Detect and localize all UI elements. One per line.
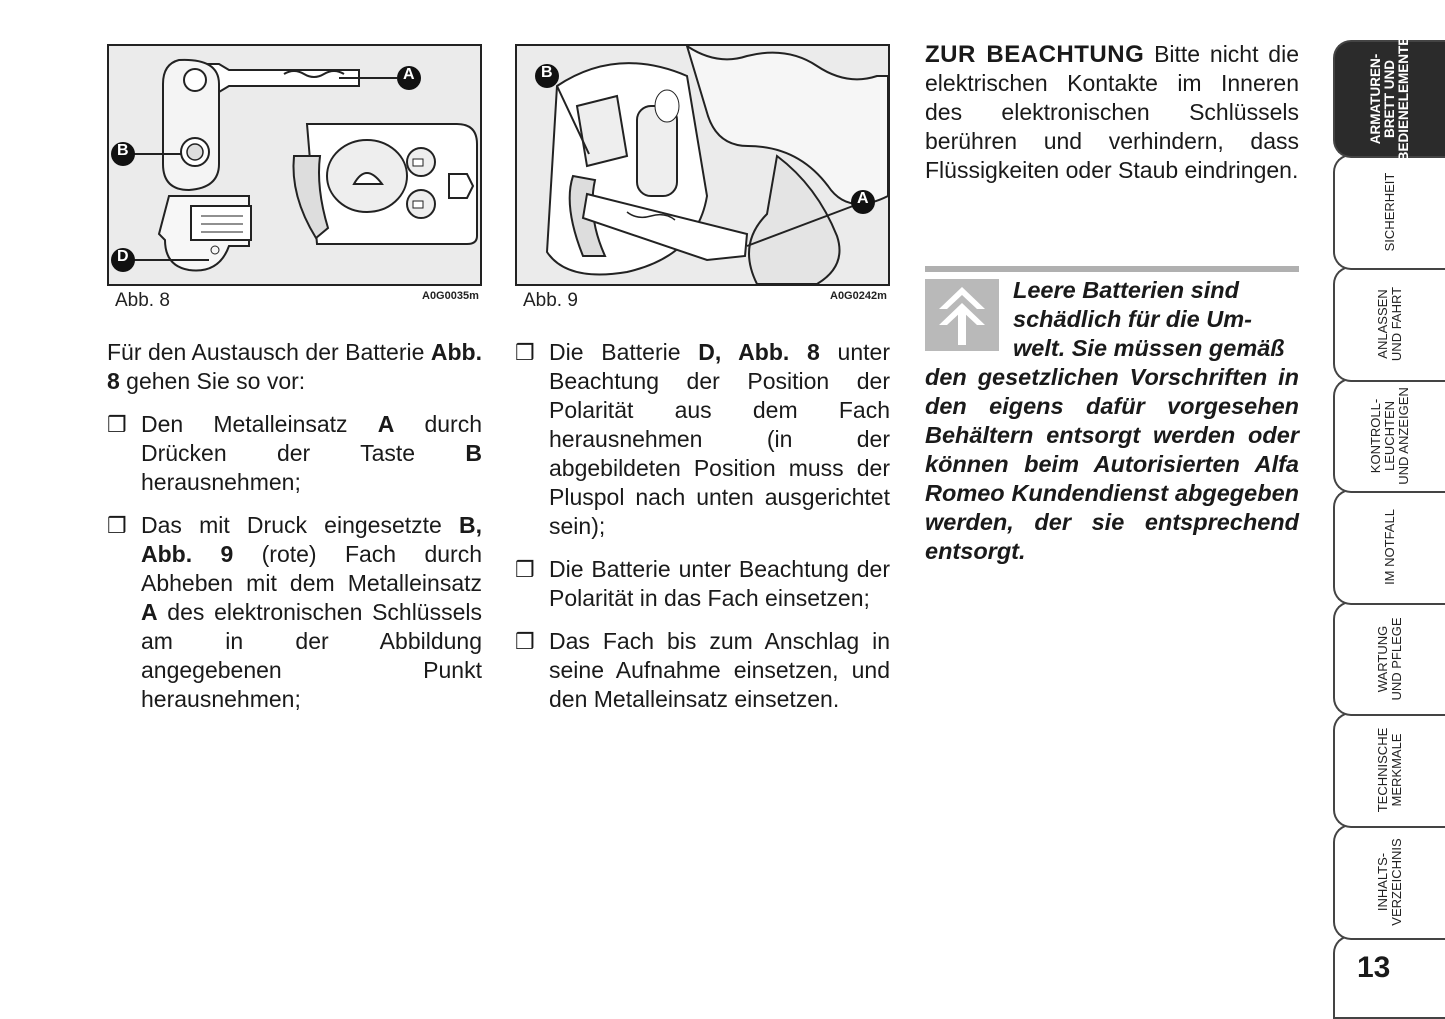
callout-a: A [403,66,415,83]
tab-label: SICHERHEIT [1382,172,1397,252]
note-paragraph [925,40,1299,185]
checkbox-bullet-icon: ❒ [515,629,535,654]
tab-7[interactable] [1333,712,1445,828]
tab-3[interactable] [1333,266,1445,382]
middle-column [515,324,890,714]
list-item: ❒ Den Metalleinsatz A durch Drücken der Taste B herausnehmen; [107,411,482,495]
list-item: ❒ Die Batterie unter Beachtung der Polarität in das Fach einsetzen; [515,556,890,611]
tab-label: TECHNISCHE MERKMALE [1375,727,1404,813]
callout-b: B [541,64,553,81]
left-column [107,338,482,714]
figure-code: A0G0035m [422,290,479,302]
warning-text: Leere Batterien sind schädlich für die Um- welt. Sie müssen gemäß den gesetzlichen Vorschriften in den eigens dafür vorgesehen Behältern entsorgt werden oder können beim Autorisierten Alfa Romeo Kundendienst abgegeben werden, der sie entsprechend entsorgt. [925,277,1299,564]
tab-4[interactable] [1333,378,1445,493]
tab-6[interactable] [1333,601,1445,716]
callout-d: D [117,248,129,265]
tab-label: KONTROLL- LEUCHTEN UND ANZEIGEN [1368,386,1411,485]
figure-caption: Abb. 9 [523,290,578,311]
note-heading: ZUR BEACHTUNG [925,41,1145,68]
checkbox-bullet-icon: ❒ [107,513,127,538]
list-item: ❒ Das Fach bis zum Anschlag in seine Aufnahme einsetzen, und den Metalleinsatz einsetzen. [515,628,890,712]
tab-label: IM NOTFALL [1382,509,1397,585]
tab-2[interactable] [1333,154,1445,270]
page-number: 13 [1357,951,1391,984]
figure-abb-8 [107,44,482,286]
list-item: ❒ Das mit Druck eingesetzte B, Abb. 9 (rote) Fach durch Abheben mit dem Metalleinsatz A des elektronischen Schlüssels am in der Abbildung angegebenen Punkt herausnehmen; [107,512,482,712]
tab-label: ANLASSEN UND FAHRT [1375,286,1404,362]
tab-label: INHALTS- VERZEICHNIS [1375,838,1404,926]
note-text: Bitte nicht die elektrischen Kontakte im Inneren des elektronischen Schlüssels berühren und verhindern, dass Flüssigkeiten oder Staub eindringen. [925,41,1299,183]
checkbox-bullet-icon: ❒ [515,557,535,582]
callout-b: B [117,142,129,159]
tab-label: ARMATUREN- BRETT UND BEDIENELEMENTE [1368,36,1411,162]
figure-code: A0G0242m [830,290,887,302]
callout-a: A [857,190,869,207]
figure-caption: Abb. 8 [115,290,170,311]
checkbox-bullet-icon: ❒ [107,412,127,437]
checkbox-bullet-icon: ❒ [515,340,535,365]
tab-1[interactable] [1333,36,1445,162]
page-number-box [1333,935,1445,1019]
list-item: ❒ Die Batterie D, Abb. 8 unter Beachtung der Position der Polarität aus dem Fach herausnehmen (in der abgebildeten Position muss der Pluspol nach unten ausgerichtet sein); [515,339,890,539]
intro-paragraph: Für den Austausch der Batterie Abb. 8 gehen Sie so vor: [107,339,482,394]
tab-5[interactable] [1333,489,1445,605]
figure-abb-9 [515,44,890,286]
tab-label: WARTUNG UND PFLEGE [1375,616,1404,701]
warning-divider [925,266,1299,272]
tab-8[interactable] [1333,824,1445,940]
